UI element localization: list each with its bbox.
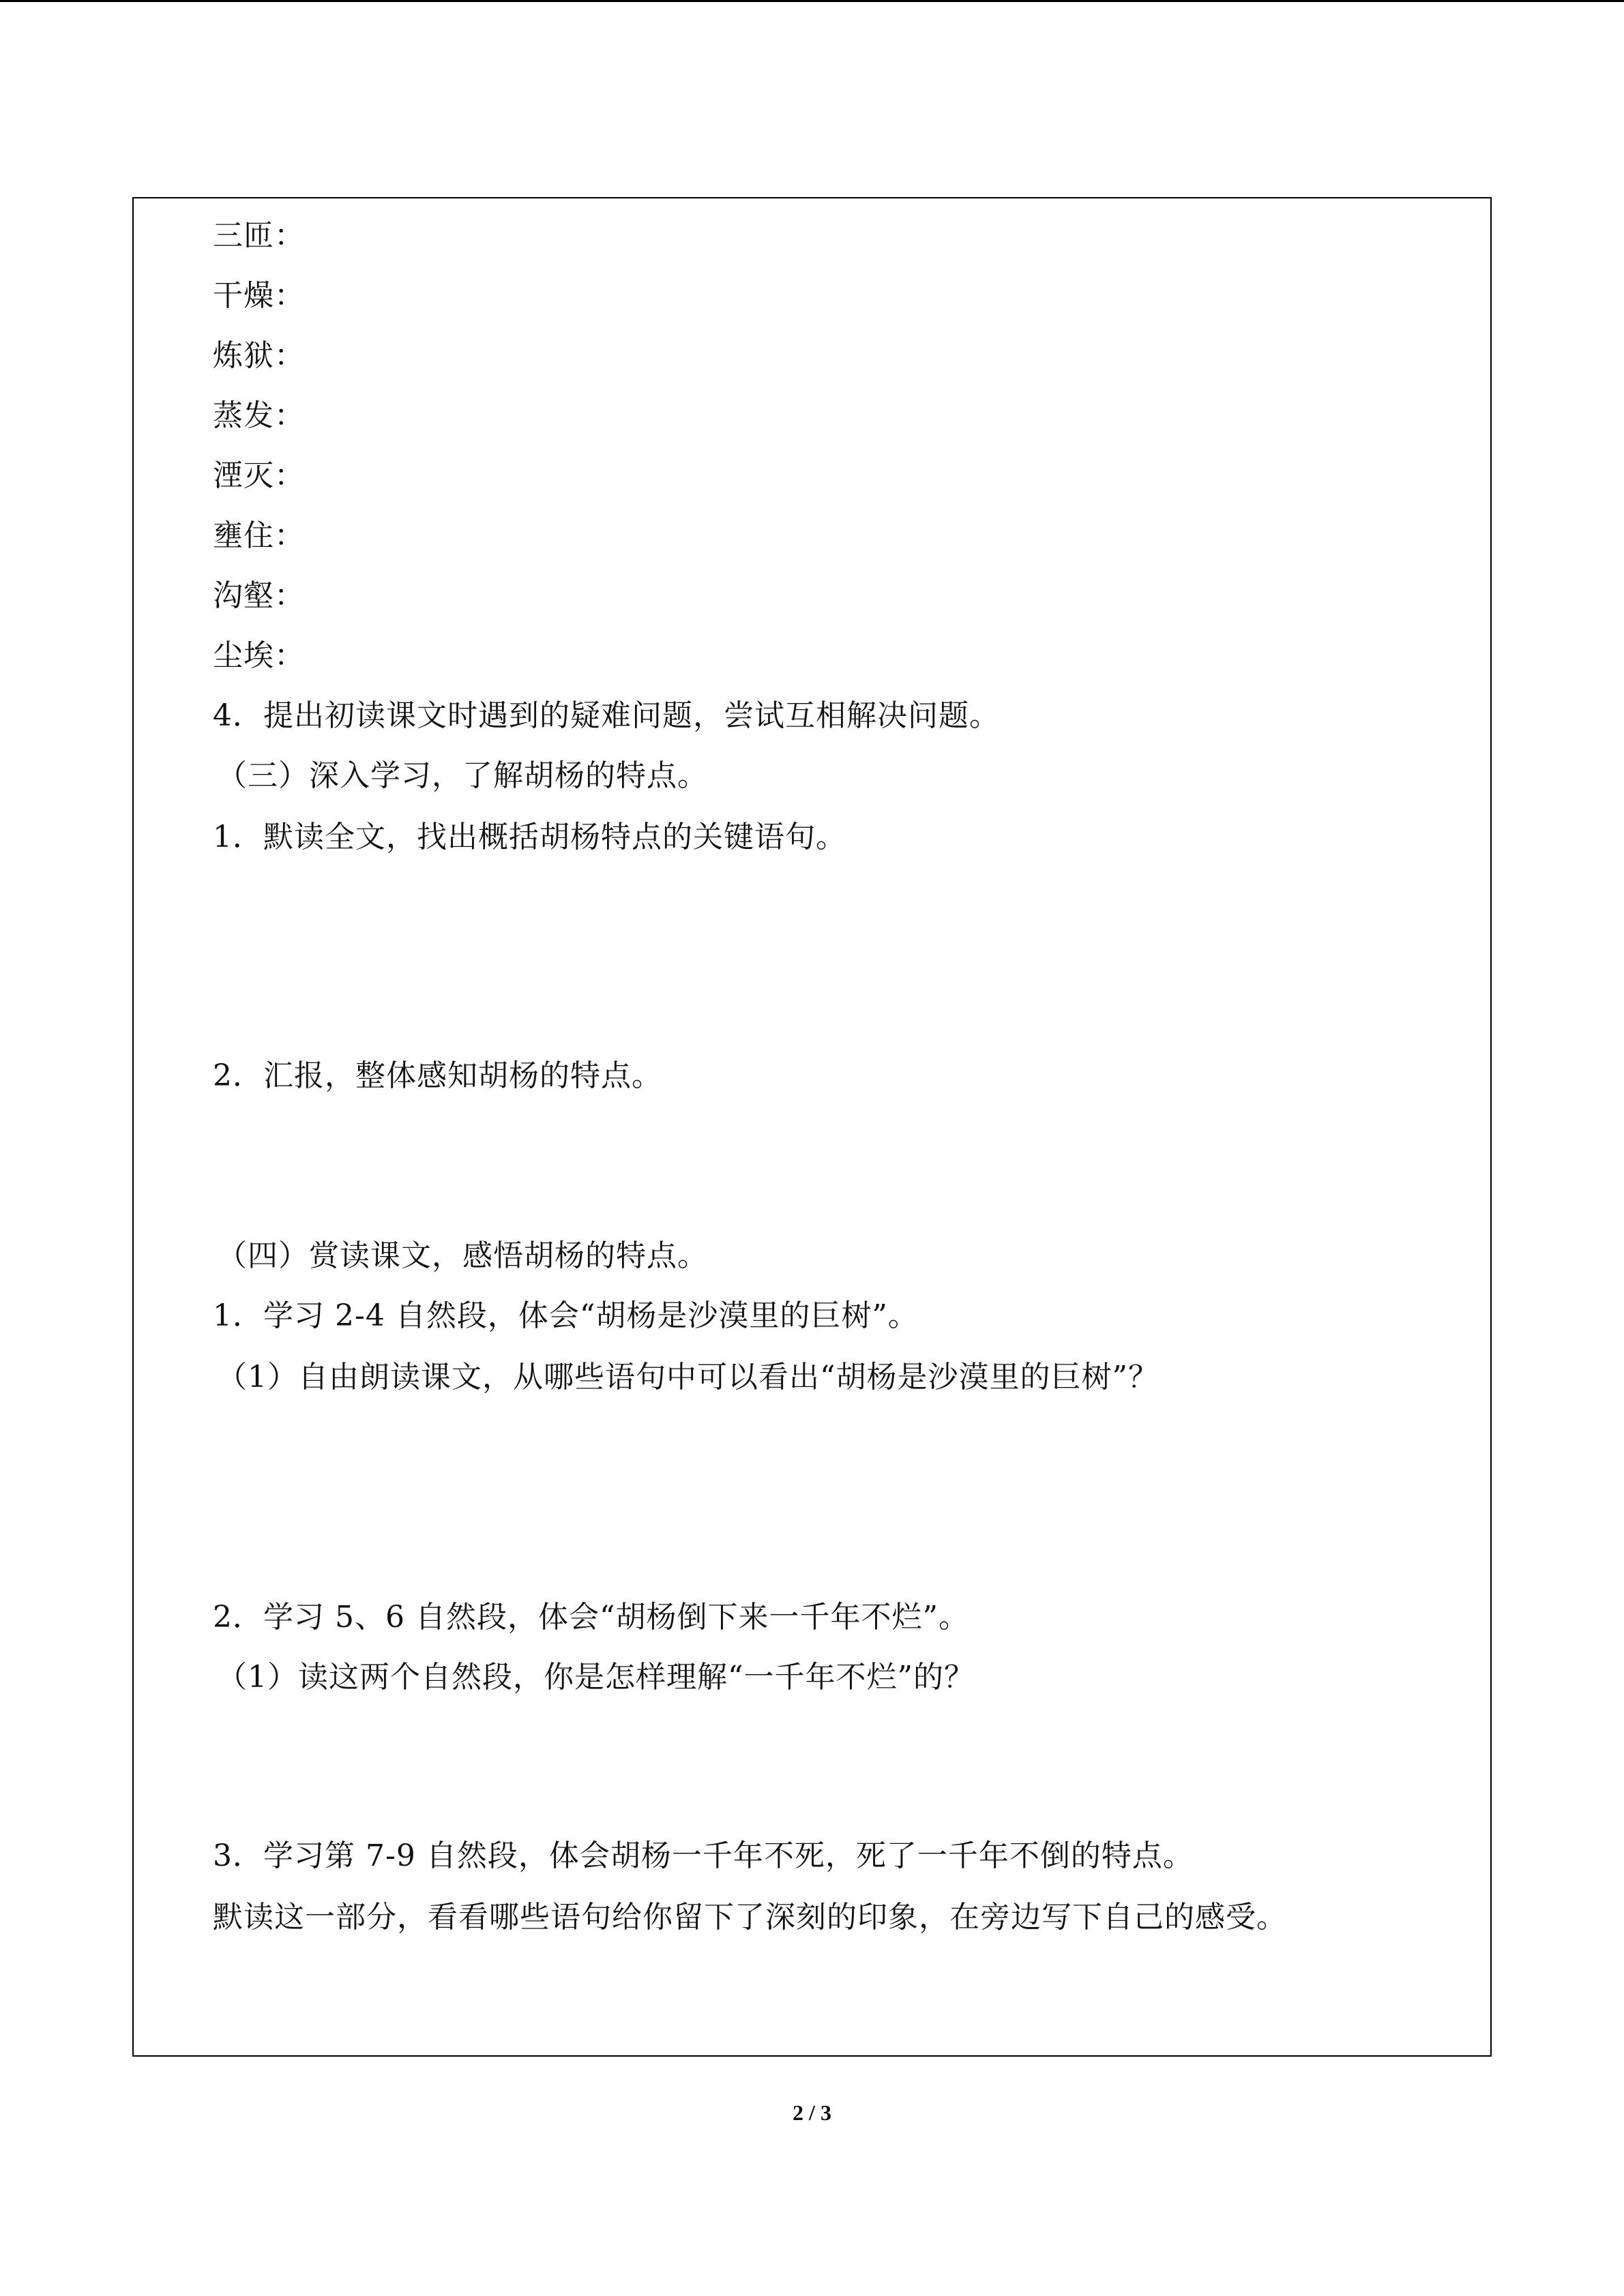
section-4-question-2-sub-1: （1）读这两个自然段，你是怎样理解“一千年不烂”的？	[217, 1660, 975, 1695]
vocab-term: 湮灭：	[213, 458, 305, 493]
vocab-term: 炼狱：	[213, 338, 305, 373]
section-4-question-2: 2．学习 5、6 自然段，体会“胡杨倒下来一千年不烂”。	[213, 1600, 969, 1635]
section-4-question-1-sub-1: （1）自由朗读课文，从哪些语句中可以看出“胡杨是沙漠里的巨树”？	[217, 1360, 1159, 1395]
section-4-heading: （四）赏读课文，感悟胡杨的特点。	[217, 1238, 708, 1273]
vocab-term: 沟壑：	[213, 578, 305, 613]
vocab-term: 壅住：	[213, 518, 305, 553]
section-4-question-1: 1．学习 2-4 自然段，体会“胡杨是沙漠里的巨树”。	[213, 1298, 919, 1333]
vocab-term: 干燥：	[213, 278, 305, 313]
page-number: 2 / 3	[793, 2100, 831, 2125]
section-3-question-2: 2．汇报，整体感知胡杨的特点。	[213, 1058, 662, 1093]
vocab-term: 尘埃：	[213, 638, 305, 673]
question-4: 4．提出初读课文时遇到的疑难问题，尝试互相解决问题。	[213, 698, 1000, 733]
section-4-question-3-instruction: 默读这一部分，看看哪些语句给你留下了深刻的印象，在旁边写下自己的感受。	[213, 1900, 1287, 1935]
content-box	[132, 197, 1492, 2057]
top-rule	[0, 0, 1624, 2]
section-3-heading: （三）深入学习，了解胡杨的特点。	[217, 758, 708, 793]
vocab-term: 三匝：	[213, 218, 305, 253]
section-3-question-1: 1．默读全文，找出概括胡杨特点的关键语句。	[213, 820, 846, 854]
section-4-question-3: 3．学习第 7-9 自然段，体会胡杨一千年不死，死了一千年不倒的特点。	[213, 1838, 1194, 1873]
vocab-term: 蒸发：	[213, 398, 305, 433]
